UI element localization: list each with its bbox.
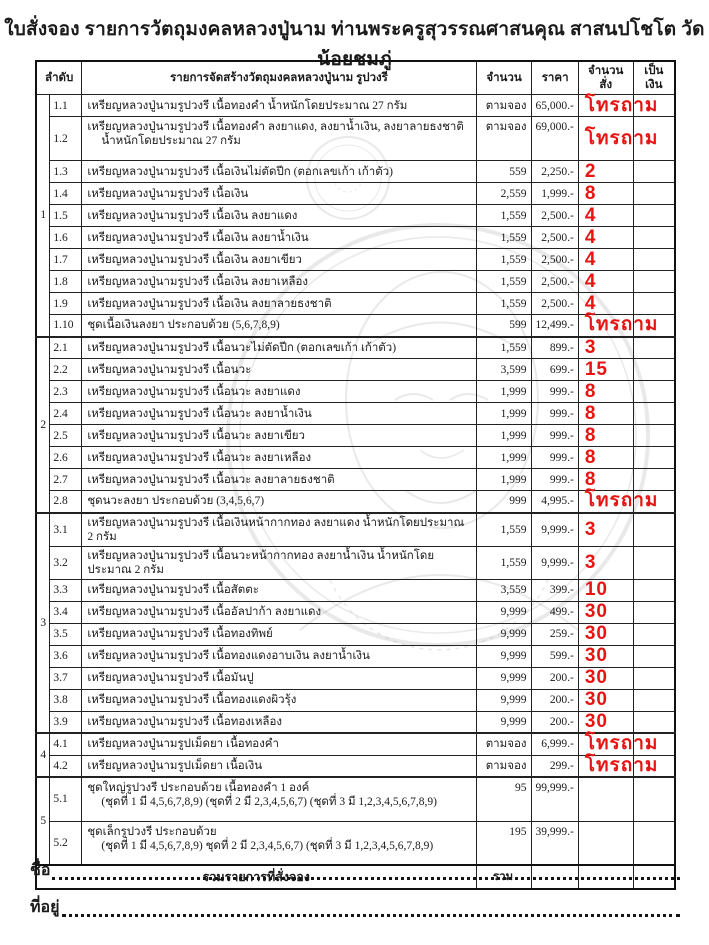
price-cell: 259.-: [532, 623, 578, 645]
handwritten-order-quantity: 2: [584, 160, 597, 182]
quantity-cell: 1,999: [476, 381, 532, 403]
header-quantity: จำนวน: [476, 61, 532, 95]
handwritten-order-quantity: 8: [584, 424, 597, 446]
table-row: [36, 645, 675, 667]
item-number-cell: 1.10: [50, 315, 82, 337]
amount-cell[interactable]: [633, 645, 675, 667]
order-quantity-cell[interactable]: [578, 546, 633, 579]
name-fill-line[interactable]: [52, 877, 680, 880]
item-number-cell: 3.3: [50, 579, 82, 601]
item-description-subtext: (ชุดที่ 1 มี 4,5,6,7,8,9) ชุดที่ 2 มี 2,3,4,5,6,7) (ชุดที่ 3 มี 1,2,3,4,5,6,7,8,9): [101, 839, 434, 852]
item-number-cell: 1.7: [50, 249, 82, 271]
item-description-text: เหรียญหลวงปู่นามรูปเม็ดยา เนื้อเงิน: [87, 759, 263, 772]
quantity-cell: ตามจอง: [476, 755, 532, 777]
amount-cell[interactable]: [633, 689, 675, 711]
handwritten-order-quantity: 8: [584, 402, 597, 424]
table-row: [36, 117, 675, 161]
amount-cell[interactable]: [633, 667, 675, 689]
item-number-cell: 2.6: [50, 447, 82, 469]
item-description-text: ชุดใหญ่รูปวงรี ประกอบด้วย เนื้อทองคำ 1 องค์: [87, 782, 310, 794]
item-description-text: เหรียญหลวงปู่นามรูปวงรี เนื้ออัลปาก้า ลงยาแดง: [87, 606, 322, 618]
item-number-cell: 2.8: [50, 491, 82, 513]
item-description-cell: [82, 227, 476, 249]
quantity-cell: 599: [476, 315, 532, 337]
item-description-text: เหรียญหลวงปู่นามรูปวงรี เนื้อเงิน ลงยาลายธงชาติ: [87, 297, 332, 310]
price-cell: 69,000.-: [532, 117, 578, 161]
handwritten-order-quantity: โทรถาม: [584, 733, 659, 755]
quantity-cell: 9,999: [476, 623, 532, 645]
table-row: [36, 205, 675, 227]
item-number-cell: 2.7: [50, 469, 82, 491]
handwritten-order-quantity: 30: [584, 667, 608, 688]
handwritten-order-quantity: 30: [584, 710, 608, 732]
order-quantity-cell[interactable]: [578, 579, 633, 601]
table-row: [36, 579, 675, 601]
group-number-cell: 5: [36, 777, 50, 865]
price-cell: 599.-: [532, 645, 578, 667]
quantity-cell: 195: [476, 821, 532, 865]
quantity-cell: 9,999: [476, 645, 532, 667]
item-description-text: เหรียญหลวงปู่นามรูปวงรี เนื้อทองแดงอาบเงิน ลงยาน้ำเงิน: [87, 650, 370, 662]
quantity-cell: 1,559: [476, 227, 532, 249]
header-description: รายการจัดสร้างวัตถุมงคลหลวงปู่นาม รูปวงรี: [82, 61, 476, 95]
amount-cell[interactable]: [633, 425, 675, 447]
quantity-cell: 2,559: [476, 183, 532, 205]
table-row: [36, 403, 675, 425]
item-number-cell: 1.8: [50, 271, 82, 293]
quantity-cell: 9,999: [476, 711, 532, 733]
table-row: [36, 161, 675, 183]
order-quantity-cell[interactable]: [578, 314, 659, 337]
handwritten-order-quantity: 15: [584, 358, 608, 380]
price-cell: 65,000.-: [532, 95, 578, 117]
item-description-text: เหรียญหลวงปู่นามรูปวงรี เนื้อนวะ ลงยาน้ำเงิน: [87, 407, 312, 420]
handwritten-order-quantity: โทรถาม: [584, 490, 659, 512]
order-quantity-cell[interactable]: [578, 117, 659, 161]
price-cell: 999.-: [532, 469, 578, 491]
handwritten-order-quantity: 8: [584, 468, 597, 490]
amount-cell[interactable]: [633, 469, 675, 491]
handwritten-order-quantity: 4: [584, 248, 597, 270]
price-cell: 899.-: [532, 337, 578, 359]
amount-cell[interactable]: [633, 205, 675, 227]
item-description-text: เหรียญหลวงปู่นามรูปวงรี เนื้อนวะ ลงยาเขียว: [87, 429, 306, 442]
handwritten-order-quantity: 4: [584, 270, 597, 292]
item-number-cell: 4.1: [50, 733, 82, 755]
amount-cell[interactable]: [633, 579, 675, 601]
item-description-cell: [82, 183, 476, 205]
amount-cell[interactable]: [633, 337, 675, 359]
item-description-text: เหรียญหลวงปู่นามรูปวงรี เนื้อนวะ ลงยาแดง: [87, 385, 301, 398]
item-description-cell: [82, 293, 476, 315]
item-description-text: เหรียญหลวงปู่นามรูปวงรี เนื้อทองแดงผิวรุ้ง: [87, 694, 297, 706]
item-description-cell: [82, 271, 476, 293]
amount-cell[interactable]: [633, 623, 675, 645]
amount-cell[interactable]: [633, 293, 675, 315]
item-description-text: เหรียญหลวงปู่นามรูปวงรี เนื้อนวะ: [87, 363, 252, 376]
item-description-cell: [82, 205, 476, 227]
price-cell: 999.-: [532, 381, 578, 403]
amount-cell[interactable]: [633, 711, 675, 733]
item-description-text: เหรียญหลวงปู่นามรูปวงรี เนื้อทองทิพย์: [87, 628, 273, 640]
handwritten-order-quantity: 4: [584, 292, 597, 314]
price-cell: 2,500.-: [532, 205, 578, 227]
table-row: [36, 293, 675, 315]
handwritten-order-quantity: 30: [584, 601, 608, 622]
order-quantity-cell[interactable]: [578, 733, 659, 755]
item-description-cell: [82, 315, 476, 337]
item-description-cell: [82, 601, 476, 623]
item-description-cell: [82, 667, 476, 689]
quantity-cell: 1,559: [476, 205, 532, 227]
item-number-cell: 5.2: [50, 821, 82, 865]
item-description-cell: [82, 359, 476, 381]
table-row: [36, 667, 675, 689]
handwritten-order-quantity: 10: [584, 579, 608, 600]
group-number-cell: 4: [36, 733, 50, 777]
item-description-text: เหรียญหลวงปู่นามรูปวงรี เนื้อเงิน ลงยาแดง: [87, 209, 298, 222]
handwritten-order-quantity: 30: [584, 623, 608, 644]
item-number-cell: 4.2: [50, 755, 82, 777]
item-description-text: เหรียญหลวงปู่นามรูปวงรี เนื้อนวะหน้ากากทอง ลงยาน้ำเงิน น้ำหนักโดยประมาณ 2 กรัม: [87, 549, 435, 576]
amount-cell[interactable]: [633, 161, 675, 183]
item-number-cell: 1.5: [50, 205, 82, 227]
price-cell: 999.-: [532, 447, 578, 469]
item-description-text: ชุดเนื้อเงินลงยา ประกอบด้วย (5,6,7,8,9): [87, 319, 280, 332]
amount-cell[interactable]: [633, 403, 675, 425]
item-description-text: เหรียญหลวงปู่นามรูปวงรี เนื้อทองเหลือง: [87, 715, 282, 728]
address-label: ที่อยู่: [30, 899, 60, 916]
handwritten-order-quantity: 30: [584, 689, 608, 710]
header-price: ราคา: [532, 61, 578, 95]
quantity-cell: 9,999: [476, 667, 532, 689]
item-description-cell: [82, 733, 476, 755]
table-row: [36, 513, 675, 547]
quantity-cell: 1,999: [476, 403, 532, 425]
address-field[interactable]: [30, 895, 680, 920]
amount-cell[interactable]: [633, 546, 675, 579]
name-label: ชื่อ: [30, 862, 51, 879]
quantity-cell: 999: [476, 491, 532, 513]
quantity-cell: 1,999: [476, 425, 532, 447]
table-row: [36, 469, 675, 491]
order-quantity-cell[interactable]: [578, 205, 633, 227]
table-row: [36, 491, 675, 513]
item-description-text: เหรียญหลวงปู่นามรูปวงรี เนื้อนวะ ลงยาเหลือง: [87, 451, 312, 464]
item-description-cell: [82, 513, 476, 547]
order-quantity-cell[interactable]: [578, 94, 659, 117]
amount-cell[interactable]: [633, 183, 675, 205]
amount-cell[interactable]: [633, 359, 675, 381]
item-description-text: เหรียญหลวงปู่นามรูปวงรี เนื้อนวะ ลงยาลายธงชาติ: [87, 473, 335, 486]
item-description-cell: [82, 645, 476, 667]
name-field[interactable]: [30, 858, 680, 883]
handwritten-order-quantity: 30: [584, 645, 608, 666]
order-quantity-cell[interactable]: [578, 249, 633, 271]
table-row: [36, 546, 675, 579]
item-description-cell: [82, 579, 476, 601]
item-description-cell: [82, 337, 476, 359]
item-description-text: เหรียญหลวงปู่นามรูปวงรี เนื้อเงิน ลงยาน้ำเงิน: [87, 231, 309, 244]
item-description-cell: [82, 755, 476, 777]
quantity-cell: 95: [476, 777, 532, 821]
quantity-cell: 1,559: [476, 249, 532, 271]
price-cell: 39,999.-: [532, 821, 578, 865]
handwritten-order-quantity: 3: [584, 551, 597, 573]
table-row: [36, 689, 675, 711]
table-row: [36, 623, 675, 645]
summary-total-label: รวม: [476, 865, 532, 889]
item-description-text: เหรียญหลวงปู่นามรูปวงรี เนื้อทองคำ ลงยาแดง, ลงยาน้ำเงิน, ลงยาลายธงชาติ: [87, 121, 464, 133]
item-number-cell: 3.2: [50, 546, 82, 579]
address-fill-line[interactable]: [62, 914, 680, 917]
amount-cell[interactable]: [633, 777, 675, 821]
table-row: [36, 183, 675, 205]
order-quantity-cell[interactable]: [578, 490, 659, 513]
item-description-text: เหรียญหลวงปู่นามรูปวงรี เนื้อเงิน ลงยาเหลือง: [87, 275, 309, 288]
table-row: [36, 381, 675, 403]
table-row: [36, 95, 675, 117]
quantity-cell: 9,999: [476, 689, 532, 711]
item-number-cell: 1.6: [50, 227, 82, 249]
table-row: [36, 733, 675, 755]
amount-cell[interactable]: [633, 381, 675, 403]
quantity-cell: ตามจอง: [476, 117, 532, 161]
quantity-cell: 1,559: [476, 513, 532, 547]
price-cell: 12,499.-: [532, 315, 578, 337]
price-cell: 9,999.-: [532, 513, 578, 547]
item-description-cell: [82, 469, 476, 491]
quantity-cell: 559: [476, 161, 532, 183]
table-row: [36, 337, 675, 359]
handwritten-order-quantity: โทรถาม: [584, 314, 659, 336]
item-description-text: เหรียญหลวงปู่นามรูปวงรี เนื้อนวะไม่ตัดปีก (ตอกเลขเก้า เก้าตัว): [87, 341, 397, 354]
price-cell: 2,250.-: [532, 161, 578, 183]
item-number-cell: 3.5: [50, 623, 82, 645]
summary-label: รวมรายการที่สั่งจอง: [36, 865, 476, 889]
item-number-cell: 3.1: [50, 513, 82, 547]
price-cell: 2,500.-: [532, 293, 578, 315]
item-description-cell: [82, 447, 476, 469]
handwritten-order-quantity: 8: [584, 182, 597, 204]
price-cell: 2,500.-: [532, 227, 578, 249]
amount-cell[interactable]: [633, 271, 675, 293]
page-title: ใบสั่งจอง รายการวัตถุมงคลหลวงปู่นาม ท่านพระครูสุวรรณศาสนคุณ สาสนปโชโต วัดน้อยชมภู่: [4, 19, 705, 70]
table-row: [36, 359, 675, 381]
order-quantity-cell[interactable]: [578, 337, 633, 359]
quantity-cell: 9,999: [476, 601, 532, 623]
item-description-text: เหรียญหลวงปู่นามรูปเม็ดยา เนื้อทองคำ: [87, 738, 279, 751]
item-description-cell: [82, 777, 476, 821]
price-cell: 299.-: [532, 755, 578, 777]
price-cell: 699.-: [532, 359, 578, 381]
quantity-cell: ตามจอง: [476, 95, 532, 117]
order-quantity-cell[interactable]: [578, 183, 633, 205]
price-cell: 999.-: [532, 403, 578, 425]
table-row: [36, 425, 675, 447]
order-quantity-cell[interactable]: [578, 293, 633, 315]
item-description-text: เหรียญหลวงปู่นามรูปวงรี เนื้อเงินไม่ตัดปีก (ตอกเลขเก้า เก้าตัว): [87, 165, 393, 178]
table-row: [36, 271, 675, 293]
item-description-subtext: น้ำหนักโดยประมาณ 27 กรัม: [101, 135, 241, 147]
quantity-cell: 1,559: [476, 293, 532, 315]
amount-cell[interactable]: [633, 601, 675, 623]
item-description-cell: [82, 117, 476, 161]
amount-cell[interactable]: [633, 227, 675, 249]
handwritten-order-quantity: โทรถาม: [584, 127, 659, 149]
group-number-cell: 2: [36, 337, 50, 513]
item-description-text: ชุดนวะลงยา ประกอบด้วย (3,4,5,6,7): [87, 495, 265, 508]
price-cell: 999.-: [532, 425, 578, 447]
item-number-cell: 3.6: [50, 645, 82, 667]
order-quantity-cell[interactable]: [578, 601, 633, 623]
quantity-cell: 1,999: [476, 469, 532, 491]
order-quantity-cell[interactable]: [578, 403, 633, 425]
item-number-cell: 1.1: [50, 95, 82, 117]
header-amount: เป็นเงิน: [633, 61, 675, 95]
amount-cell[interactable]: [633, 513, 675, 547]
table-row: [36, 777, 675, 821]
order-quantity-cell[interactable]: [578, 645, 633, 667]
item-description-cell: [82, 689, 476, 711]
price-cell: 200.-: [532, 711, 578, 733]
table-row: [36, 315, 675, 337]
amount-cell[interactable]: [633, 249, 675, 271]
order-table: [35, 60, 676, 890]
item-number-cell: 1.3: [50, 161, 82, 183]
table-row: [36, 711, 675, 733]
item-description-cell: [82, 711, 476, 733]
quantity-cell: 1,559: [476, 271, 532, 293]
order-quantity-cell[interactable]: [578, 447, 633, 469]
quantity-cell: 1,559: [476, 546, 532, 579]
item-number-cell: 3.9: [50, 711, 82, 733]
item-number-cell: 1.2: [50, 117, 82, 161]
header-order-no: ลำดับ: [36, 61, 82, 95]
item-description-text: ชุดเล็กรูปวงรี ประกอบด้วย: [87, 825, 217, 838]
quantity-cell: 1,559: [476, 337, 532, 359]
order-quantity-cell[interactable]: [578, 513, 633, 547]
item-number-cell: 5.1: [50, 777, 82, 821]
item-description-subtext: (ชุดที่ 1 มี 4,5,6,7,8,9) (ชุดที่ 2 มี 2,3,4,5,6,7) (ชุดที่ 3 มี 1,2,3,4,5,6,7,8,9): [101, 796, 438, 808]
item-description-cell: [82, 249, 476, 271]
quantity-cell: 1,999: [476, 447, 532, 469]
price-cell: 9,999.-: [532, 546, 578, 579]
price-cell: 2,500.-: [532, 249, 578, 271]
handwritten-order-quantity: 4: [584, 204, 597, 226]
order-quantity-cell[interactable]: [578, 623, 633, 645]
order-quantity-cell[interactable]: [578, 227, 633, 249]
price-cell: 99,999.-: [532, 777, 578, 821]
order-quantity-cell[interactable]: [578, 754, 659, 777]
price-cell: 499.-: [532, 601, 578, 623]
table-row: [36, 249, 675, 271]
item-description-cell: [82, 546, 476, 579]
handwritten-order-quantity: 8: [584, 380, 597, 402]
price-cell: 4,995.-: [532, 491, 578, 513]
order-quantity-cell[interactable]: [578, 161, 633, 183]
table-row: [36, 755, 675, 777]
item-number-cell: 1.4: [50, 183, 82, 205]
quantity-cell: 3,599: [476, 359, 532, 381]
order-quantity-cell[interactable]: [578, 425, 633, 447]
quantity-cell: 3,559: [476, 579, 532, 601]
table-header-row: [36, 61, 675, 95]
handwritten-order-quantity: 3: [584, 336, 597, 358]
order-quantity-cell[interactable]: [578, 271, 633, 293]
item-description-cell: [82, 95, 476, 117]
item-description-text: เหรียญหลวงปู่นามรูปวงรี เนื้อเงิน: [87, 187, 249, 200]
price-cell: 6,999.-: [532, 733, 578, 755]
price-cell: 200.-: [532, 689, 578, 711]
order-quantity-cell[interactable]: [578, 469, 633, 491]
item-number-cell: 2.2: [50, 359, 82, 381]
item-description-text: เหรียญหลวงปู่นามรูปวงรี เนื้อทองคำ น้ำหนักโดยประมาณ 27 กรัม: [87, 99, 408, 112]
price-cell: 399.-: [532, 579, 578, 601]
order-quantity-cell[interactable]: [578, 359, 633, 381]
price-cell: 2,500.-: [532, 271, 578, 293]
item-description-text: เหรียญหลวงปู่นามรูปวงรี เนื้อเงิน ลงยาเขียว: [87, 253, 302, 266]
header-order-qty: จำนวนสั่ง: [578, 61, 633, 95]
table-row: [36, 227, 675, 249]
item-description-cell: [82, 623, 476, 645]
item-number-cell: 1.9: [50, 293, 82, 315]
order-quantity-cell[interactable]: [578, 689, 633, 711]
item-number-cell: 2.4: [50, 403, 82, 425]
item-number-cell: 3.7: [50, 667, 82, 689]
handwritten-order-quantity: 3: [584, 518, 597, 540]
group-number-cell: 1: [36, 95, 50, 337]
order-quantity-cell[interactable]: [578, 711, 633, 733]
item-description-cell: [82, 161, 476, 183]
item-number-cell: 2.1: [50, 337, 82, 359]
item-description-cell: [82, 491, 476, 513]
item-number-cell: 2.3: [50, 381, 82, 403]
group-number-cell: 3: [36, 513, 50, 734]
handwritten-order-quantity: โทรถาม: [584, 94, 659, 116]
handwritten-order-quantity: 8: [584, 446, 597, 468]
item-description-text: เหรียญหลวงปู่นามรูปวงรี เนื้อเงินหน้ากากทอง ลงยาแดง น้ำหนักโดยประมาณ 2 กรัม: [87, 516, 465, 543]
item-description-cell: [82, 381, 476, 403]
price-cell: 200.-: [532, 667, 578, 689]
item-description-cell: [82, 425, 476, 447]
item-description-cell: [82, 403, 476, 425]
item-description-text: เหรียญหลวงปู่นามรูปวงรี เนื้อสัตตะ: [87, 584, 259, 596]
item-description-text: เหรียญหลวงปู่นามรูปวงรี เนื้อมันปู: [87, 672, 254, 684]
item-number-cell: 3.8: [50, 689, 82, 711]
table-row: [36, 447, 675, 469]
price-cell: 1,999.-: [532, 183, 578, 205]
order-table-body: [36, 95, 675, 866]
quantity-cell: ตามจอง: [476, 733, 532, 755]
handwritten-order-quantity: 4: [584, 226, 597, 248]
order-quantity-cell[interactable]: [578, 381, 633, 403]
handwritten-order-quantity: โทรถาม: [584, 754, 659, 776]
item-number-cell: 3.4: [50, 601, 82, 623]
table-row: [36, 601, 675, 623]
item-number-cell: 2.5: [50, 425, 82, 447]
amount-cell[interactable]: [633, 447, 675, 469]
order-quantity-cell[interactable]: [578, 777, 633, 821]
order-quantity-cell[interactable]: [578, 667, 633, 689]
